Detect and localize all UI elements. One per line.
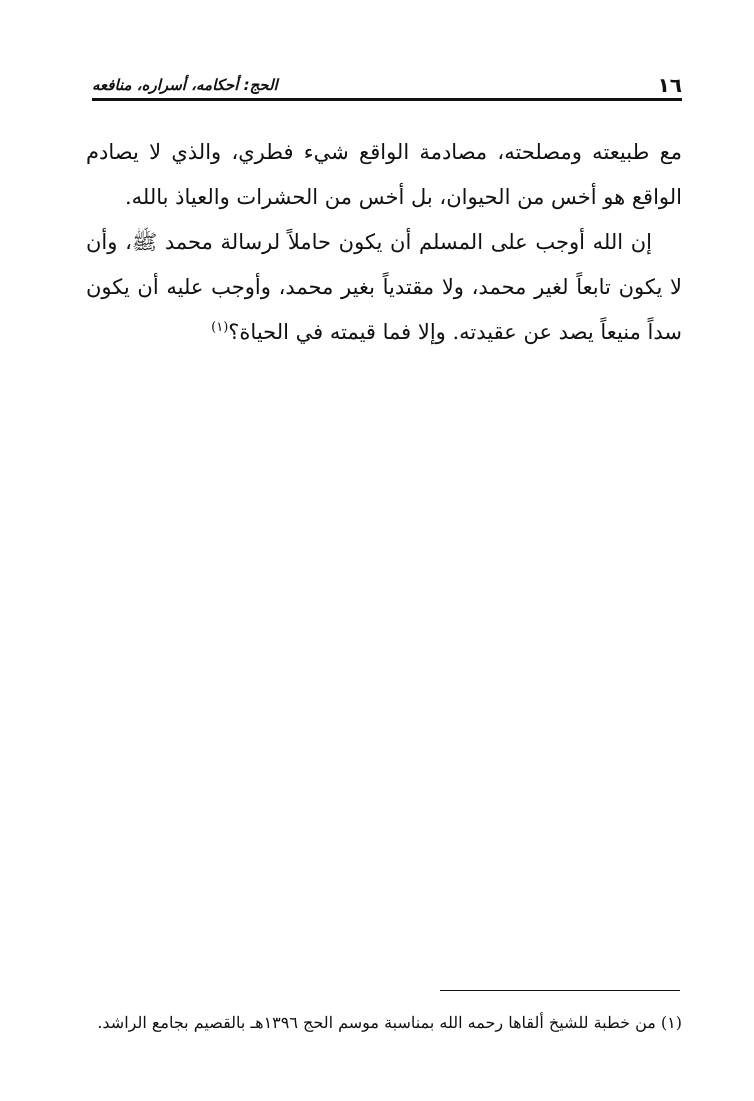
header-rule xyxy=(92,98,682,101)
main-text xyxy=(86,130,682,355)
paragraph-2 xyxy=(86,220,682,355)
footnote-rule xyxy=(440,990,680,991)
footnote: (١) من خطبة للشيخ ألقاها رحمه الله بمناسبة موسم الحج ١٣٩٦هـ بالقصيم بجامع الراشد. xyxy=(97,1013,682,1032)
paragraph-2-text: إن الله أوجب على المسلم أن يكون حاملاً لرسالة محمد ﷺ، وأن لا يكون تابعاً لغير محمد، ولا مقتدياً بغير محمد، وأوجب عليه أن يكون سداً منيعاً يصد عن عقيدته. وإلا فما قيمته في الحياة؟ xyxy=(86,230,682,344)
paragraph-1: مع طبيعته ومصلحته، مصادمة الواقع شيء فطري، والذي لا يصادم الواقع هو أخس من الحيوان، بل أخس من الحشرات والعياذ بالله. xyxy=(86,140,682,209)
page-header xyxy=(92,70,682,100)
footnote-marker: (١) xyxy=(211,320,229,335)
page-number: ١٦ xyxy=(657,73,682,97)
running-title: الحج: أحكامه، أسراره، منافعه xyxy=(92,76,278,94)
